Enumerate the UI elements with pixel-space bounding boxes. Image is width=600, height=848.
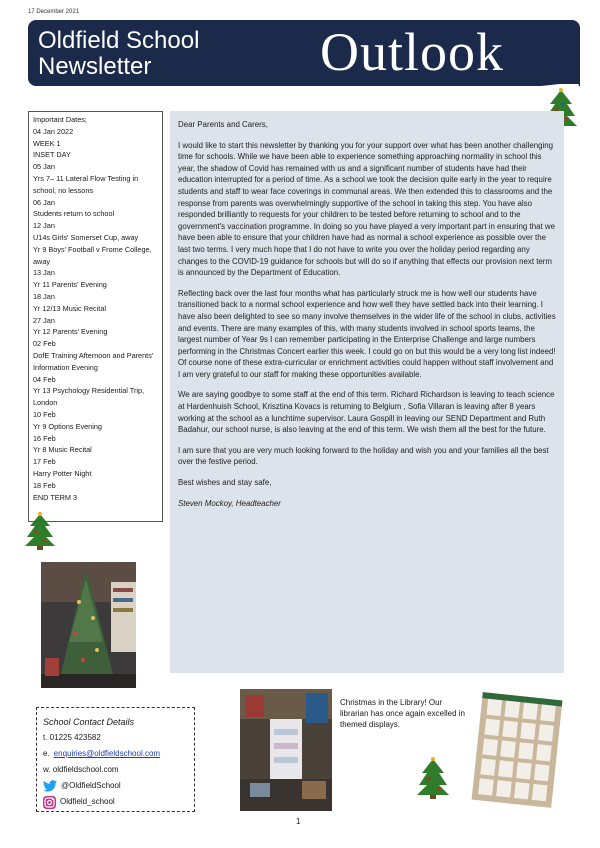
twitter-icon [43,780,57,792]
contact-phone: t. 01225 423582 [43,733,101,742]
christmas-tree-icon [413,753,453,801]
instagram-icon [43,796,56,809]
contact-details-box [36,707,195,812]
issue-date: 17 December 2021 [28,9,80,15]
date-line: 18 Feb [33,480,56,490]
date-line: Students return to school [33,209,115,219]
letter-paragraph: Reflecting back over the last four months what has particularly struck me is how well our students have transitioned back to a normal school experience and how well they have settled back into their learning. I have also been delighted to see so many involve themselves in the wider life of the school in clubs, activities and events. There are many examples of this, with many students involved in school sports teams, the largest number of Year 9s I can remember participating in the Enterprise Challenge and large numbers performing in the Christmas Concert earlier this week. I could go on but this would be a very long list indeed! Of course none of these extra-curricular or enrichment activities could happen without staff involvement and I am very grateful to our staff for making these opportunities available. [178,288,556,379]
date-line: Yr 12/13 Music Recital [33,303,106,313]
letter-closing: Best wishes and stay safe, [178,478,272,488]
instagram-row[interactable] [43,794,188,810]
date-line: INSET DAY [33,150,71,160]
library-caption: Christmas in the Library! Our librarian has once again excelled in themed displays. [340,698,465,729]
date-line: 13 Jan [33,268,55,278]
contact-web[interactable]: w. oldfieldschool.com [43,765,119,774]
email-link[interactable]: enquiries@oldfieldschool.com [53,749,161,758]
date-line: 04 Jan 2022 [33,126,74,136]
date-line: Yr 9 Boys' Football v Frome College, away [33,244,152,266]
letter-signature: Steven Mockoy, Headteacher [178,498,281,508]
page-number: 1 [296,817,301,826]
date-line: U14s Girls' Somerset Cup, away [33,232,139,242]
date-line: 12 Jan [33,221,55,231]
date-line: 10 Feb [33,409,56,419]
date-line: Yr 8 Music Recital [33,445,92,455]
date-line: END TERM 3 [33,492,78,502]
date-line: 05 Jan [33,162,55,172]
date-line: 27 Jan [33,315,55,325]
date-line: Yr 13 Psychology Residential Trip, London [33,386,145,408]
advent-display-photo [471,692,563,808]
date-line: 17 Feb [33,457,56,467]
dates-heading: Important Dates; [33,115,87,124]
masthead [28,20,580,86]
instagram-handle: Oldfield_school [60,797,115,806]
date-line: 18 Jan [33,291,55,301]
newsletter-label: Newsletter [38,53,152,80]
library-photo [240,689,332,811]
letter-greeting: Dear Parents and Carers, [178,120,268,129]
letter-paragraph: We are saying goodbye to some staff at the end of this term. Richard Richardson is leaving to teach science at Hardenhuish School, Krisztina Kovacs is returning to Belgium , Sofia Villaran is leaving after 8 years working at the school as a lunchtime supervisor. Laura Gospill in leaving our SEND Department and Ruth Badahur, our school nurse, is also leaving at the end of this term. We wish them all the best for the future. [178,390,555,435]
brand-title: Outlook [320,22,505,82]
date-line: 16 Feb [33,433,56,443]
twitter-row[interactable] [43,778,188,794]
date-line: Harry Potter Night [33,468,92,478]
date-line: Yr 9 Options Evening [33,421,102,431]
date-line: Yr 11 Parents' Evening [33,280,107,290]
headteacher-letter [170,111,564,673]
letter-paragraph: I am sure that you are very much looking forward to the holiday and wish you and your families all the best over the festive period. [178,445,549,467]
date-line: 06 Jan [33,197,55,207]
school-name: Oldfield School [38,27,200,54]
date-line: DofE Training Afternoon and Parents' Information Evening [33,350,154,372]
twitter-handle: @OldfieldSchool [61,781,121,790]
email-prefix: e. [43,749,50,758]
contact-email-row [43,746,188,762]
date-line: WEEK 1 [33,138,61,148]
contact-title: School Contact Details [43,717,135,727]
date-line: 04 Feb [33,374,56,384]
important-dates-box [28,111,163,522]
school-title [38,28,199,80]
christmas-tree-photo [41,562,136,688]
date-line: 02 Feb [33,339,56,349]
date-line: Yr 12 Parents' Evening [33,327,108,337]
date-line: Yrs 7– 11 Lateral Flow Testing in school, no lessons [33,173,139,195]
letter-paragraph: I would like to start this newsletter by thanking you for your support over what has been another challenging time for schools. While we have been able to experience something approaching normality in school this year, the shadow of Covid has remained with us and a significant number of students have had their education interrupted for a period of time. As a school we took the decision quite early in the year to require students and staff to wear face coverings in communal areas. We then extended this to classrooms and the response from parents was overwhelmingly supportive of the school in taking this step. You have also responded brilliantly to requests for your children to be tested before returning to school and to the government's vaccination programme. In doing so you have played a very important part in ensuring that we have been able to ensure that your children have had as normal a school experience as possible over the last two terms. I very much hope that I do not have to write you over the holiday period regarding any changes to the COVID-19 guidance for schools but will do so if anything that effects our provision next term is announced by the Department of Education. [178,140,555,278]
